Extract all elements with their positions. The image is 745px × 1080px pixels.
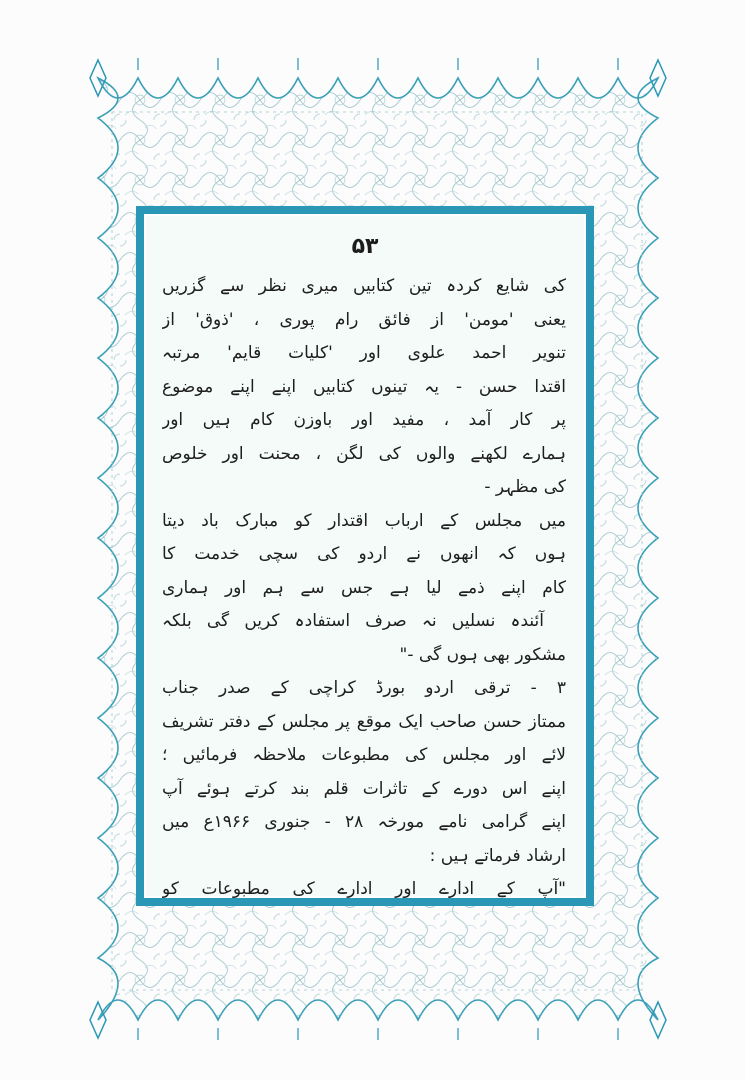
text-line: ممتاز حسن صاحب ایک موقع پر مجلس کے دفتر تشریف xyxy=(162,711,566,732)
page-number: ۵۳ xyxy=(351,234,379,259)
text-line: مشکور بھی ہوں گی -" xyxy=(399,644,566,665)
text-frame xyxy=(136,206,594,906)
text-panel xyxy=(144,214,586,898)
text-line: اپنے اس دورے کے تاثرات قلم بند کرتے ہوئے آپ xyxy=(162,778,566,799)
text-line: لائے اور مجلس کی مطبوعات ملاحظہ فرمائیں ؛ xyxy=(162,745,566,765)
text-line: ارشاد فرماتے ہیں : xyxy=(429,845,566,866)
text-line: اقتدا حسن - یہ تینوں کتابیں اپنے اپنے موضوع xyxy=(162,376,566,397)
text-line: پر کار آمد ، مفید اور باوزن کام ہیں اور xyxy=(162,410,566,430)
text-line: ہوں کہ انھوں نے اردو کی سچی خدمت کا xyxy=(162,544,566,564)
text-line: اپنے گرامی نامے مورخہ ۲۸ - جنوری ۱۹۶۶ع میں xyxy=(162,812,566,832)
text-line: یعنی 'مومن' از فائق رام پوری ، 'ذوق' از xyxy=(162,309,566,330)
text-line: تنویر احمد علوی اور 'کلیات قایم' مرتبہ xyxy=(162,343,566,363)
text-line: کی مظہر - xyxy=(484,477,566,497)
text-line: میں مجلس کے ارباب اقتدار کو مبارک باد دیتا xyxy=(162,510,566,531)
text-line: آئندہ نسلیں نہ صرف استفادہ کریں گی بلکہ xyxy=(162,611,544,631)
text-line: "آپ کے ادارے اور ادارے کی مطبوعات کو xyxy=(162,879,566,899)
text-line: کی شایع کردہ تین کتابیں میری نظر سے گزریں xyxy=(162,276,566,296)
body-text xyxy=(162,270,566,907)
text-line: ۳ - ترقی اردو بورڈ کراچی کے صدر جناب xyxy=(162,678,566,698)
text-line: کام اپنے ذمے لیا ہے جس سے ہم اور ہماری xyxy=(162,577,566,598)
text-line: ہمارے لکھنے والوں کی لگن ، محنت اور خلوص xyxy=(162,443,566,464)
